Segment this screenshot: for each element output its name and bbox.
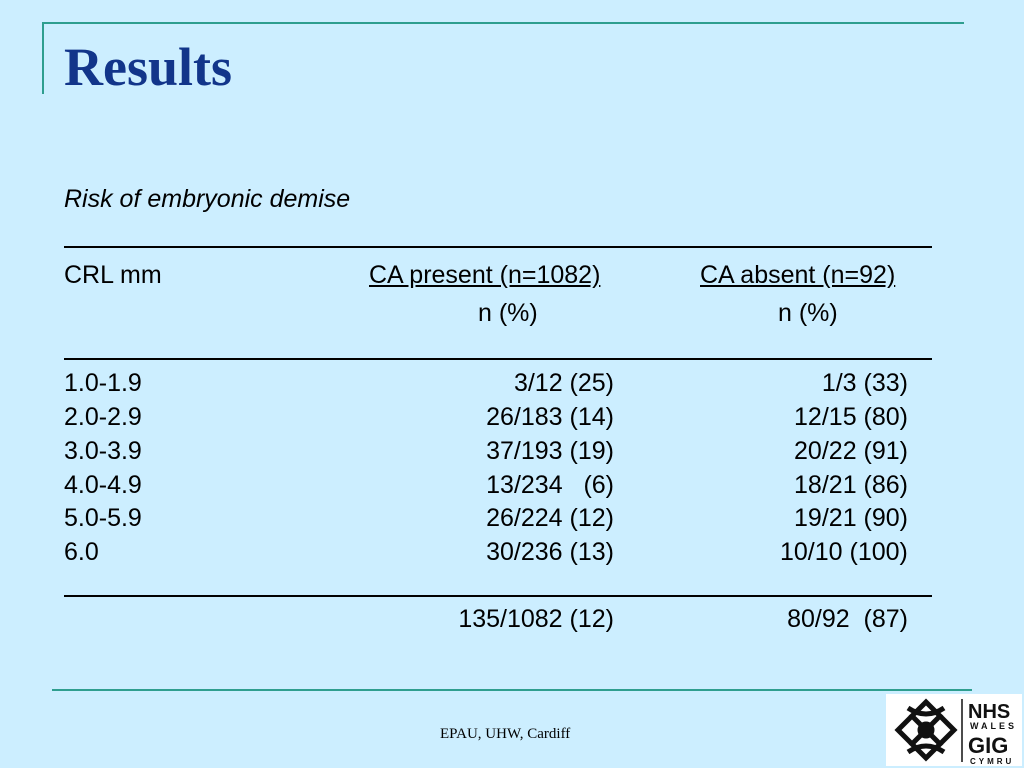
row-ca-absent: 19/21 (90) <box>794 504 908 532</box>
table-rule-middle <box>64 358 932 360</box>
subheader-ca-absent: n (%) <box>778 299 838 327</box>
table-caption: Risk of embryonic demise <box>64 185 351 213</box>
row-ca-absent: 20/22 (91) <box>794 437 908 465</box>
side-rule <box>42 22 44 94</box>
row-ca-absent: 10/10 (100) <box>780 538 908 566</box>
row-ca-present: 37/193 (19) <box>486 437 614 465</box>
row-crl: 6.0 <box>64 538 99 566</box>
row-ca-absent: 18/21 (86) <box>794 471 908 499</box>
header-ca-present: CA present (n=1082) <box>369 261 601 289</box>
row-crl: 3.0-3.9 <box>64 437 142 465</box>
header-crl: CRL mm <box>64 261 162 289</box>
row-ca-present: 26/224 (12) <box>486 504 614 532</box>
row-crl: 4.0-4.9 <box>64 471 142 499</box>
nhs-wales-logo <box>886 694 1022 766</box>
table-rule-top <box>64 246 932 248</box>
header-ca-absent: CA absent (n=92) <box>700 261 896 289</box>
row-ca-absent: 1/3 (33) <box>821 369 908 397</box>
logo-cymru: CYMRU <box>970 757 1015 766</box>
top-rule <box>42 22 964 24</box>
bottom-rule <box>52 689 972 691</box>
row-crl: 2.0-2.9 <box>64 403 142 431</box>
row-ca-absent: 12/15 (80) <box>794 403 908 431</box>
footer-text: EPAU, UHW, Cardiff <box>440 726 571 742</box>
row-ca-present: 3/12 (25) <box>513 369 614 397</box>
slide-title: Results <box>64 37 233 97</box>
total-ca-absent: 80/92 (87) <box>787 605 908 633</box>
row-ca-present: 26/183 (14) <box>486 403 614 431</box>
row-crl: 5.0-5.9 <box>64 504 142 532</box>
row-crl: 1.0-1.9 <box>64 369 142 397</box>
total-ca-present: 135/1082 (12) <box>458 605 614 633</box>
table-rule-bottom <box>64 595 932 597</box>
logo-nhs: NHS <box>968 701 1011 723</box>
subheader-ca-present: n (%) <box>478 299 538 327</box>
row-ca-present: 30/236 (13) <box>486 538 614 566</box>
logo-gig: GIG <box>968 733 1009 758</box>
logo-wales: WALES <box>970 721 1018 731</box>
celtic-knot-icon <box>898 702 954 758</box>
row-ca-present: 13/234 (6) <box>486 471 614 499</box>
